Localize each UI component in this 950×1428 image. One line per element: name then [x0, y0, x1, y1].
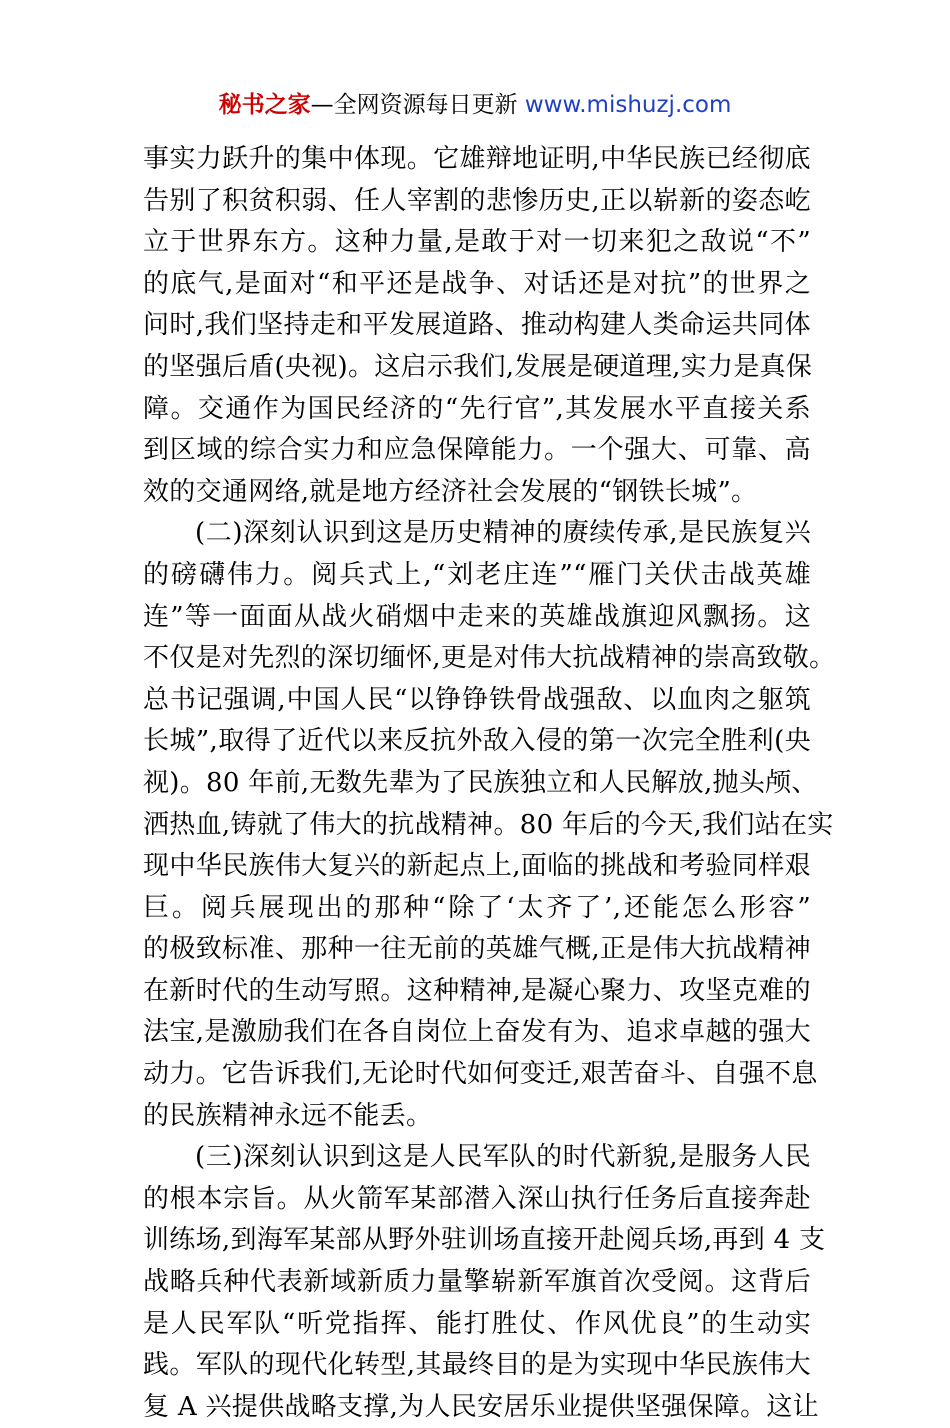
site-tagline: —全网资源每日更新 — [310, 92, 525, 118]
text-line: 复 A 兴提供战略支撑,为人民安居乐业提供坚强保障。这让 — [143, 1391, 819, 1422]
text-line: 在新时代的生动写照。这种精神,是凝心聚力、攻坚克难的 — [143, 975, 811, 1006]
text-line: 事实力跃升的集中体现。它雄辩地证明,中华民族已经彻底 — [143, 144, 811, 174]
text-line: 障。交通作为国民经济的“先行官”,其发展水平直接关系 — [143, 393, 811, 424]
text-line: 践。军队的现代化转型,其最终目的是为实现中华民族伟大 — [143, 1350, 811, 1381]
text-line: 视)。80 年前,无数先辈为了民族独立和人民解放,抛头颅、 — [143, 767, 818, 798]
text-line: 立于世界东方。这种力量,是敢于对一切来犯之敌说“不” — [143, 227, 811, 258]
text-line: 的底气,是面对“和平还是战争、对话还是对抗”的世界之 — [143, 268, 811, 299]
text-line: 到区域的综合实力和应急保障能力。一个强大、可靠、高 — [143, 435, 811, 466]
text-line: 告别了积贫积弱、任人宰割的悲惨历史,正以崭新的姿态屹 — [143, 185, 811, 216]
text-line: 的磅礴伟力。阅兵式上,“刘老庄连”“雁门关伏击战英雄 — [143, 559, 811, 590]
section-heading-line: (二)深刻认识到这是历史精神的赓续传承,是民族复兴 — [195, 518, 811, 549]
text-line: 不仅是对先烈的深切缅怀,更是对伟大抗战精神的崇高致敬。 — [143, 643, 836, 674]
text-line: 的极致标准、那种一往无前的英雄气概,正是伟大抗战精神 — [143, 934, 811, 965]
text-line: 连”等一面面从战火硝烟中走来的英雄战旗迎风飘扬。这 — [143, 601, 811, 632]
text-line: 长城”,取得了近代以来反抗外敌入侵的第一次完全胜利(央 — [143, 726, 811, 757]
site-header — [0, 88, 950, 122]
text-line: 洒热血,铸就了伟大的抗战精神。80 年后的今天,我们站在实 — [143, 809, 834, 840]
text-line: 问时,我们坚持走和平发展道路、推动构建人类命运共同体 — [143, 310, 811, 341]
text-line: 是人民军队“听党指挥、能打胜仗、作风优良”的生动实 — [143, 1308, 811, 1339]
site-brand: 秘书之家 — [218, 92, 311, 118]
text-line: 训练场,到海军某部从野外驻训场直接开赴阅兵场,再到 4 支 — [143, 1225, 826, 1256]
text-line: 战略兵种代表新域新质力量擎崭新军旗首次受阅。这背后 — [143, 1267, 811, 1298]
site-url-link[interactable]: www.mishuzj.com — [524, 92, 732, 118]
text-line: 法宝,是激励我们在各自岗位上奋发有为、追求卓越的强大 — [143, 1017, 811, 1048]
text-line: 的坚强后盾(央视)。这启示我们,发展是硬道理,实力是真保 — [143, 351, 813, 382]
text-line: 总书记强调,中国人民“以铮铮铁骨战强敌、以血肉之躯筑 — [143, 684, 811, 715]
text-line: 效的交通网络,就是地方经济社会发展的“钢铁长城”。 — [143, 476, 758, 507]
document-body — [143, 139, 836, 1428]
section-heading-line: (三)深刻认识到这是人民军队的时代新貌,是服务人民 — [195, 1142, 811, 1173]
text-line: 巨。阅兵展现出的那种“除了‘太齐了’,还能怎么形容” — [143, 892, 811, 923]
text-line: 的民族精神永远不能丢。 — [143, 1100, 433, 1131]
text-line: 的根本宗旨。从火箭军某部潜入深山执行任务后直接奔赴 — [143, 1183, 811, 1214]
text-line: 动力。它告诉我们,无论时代如何变迁,艰苦奋斗、自强不息 — [143, 1059, 818, 1090]
text-line: 现中华民族伟大复兴的新起点上,面临的挑战和考验同样艰 — [143, 851, 811, 882]
